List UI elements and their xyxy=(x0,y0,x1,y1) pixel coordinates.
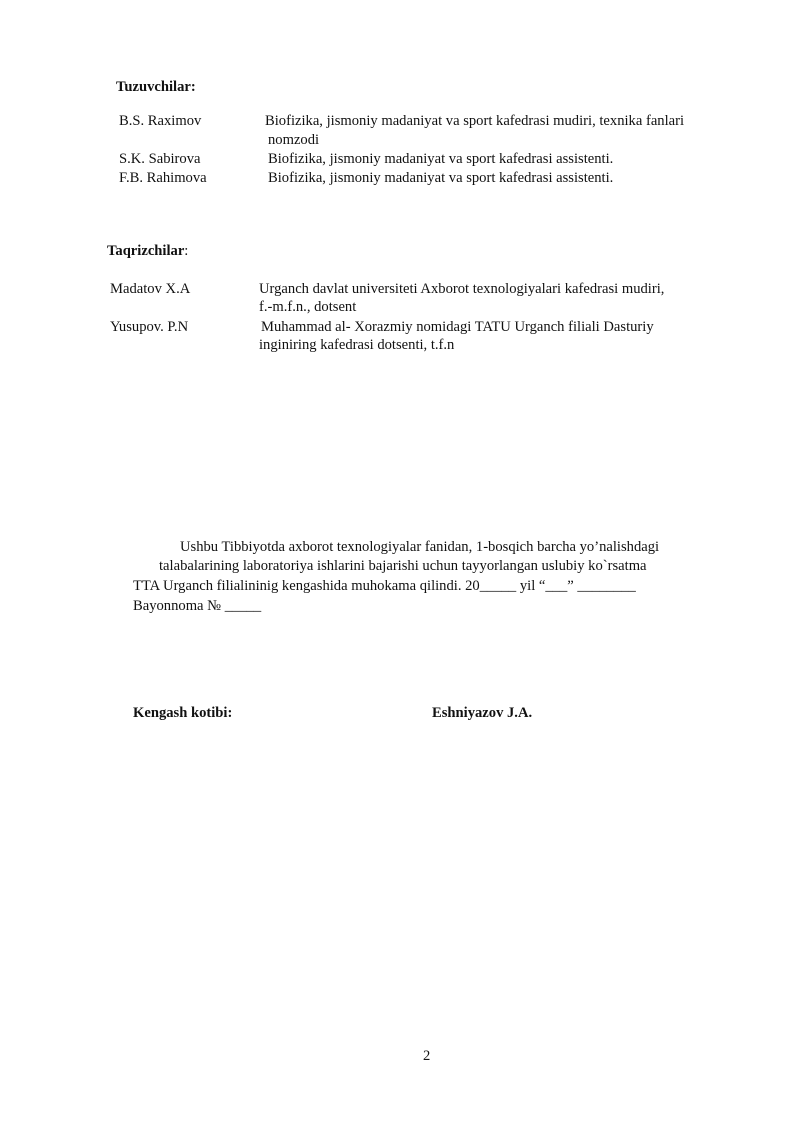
council-secretary-label: Kengash kotibi: xyxy=(133,705,233,721)
council-secretary-name: Eshniyazov J.A. xyxy=(432,705,533,721)
approval-line: Bayonnoma № _____ xyxy=(133,598,262,614)
approval-line: talabalarining laboratoriya ishlarini bajarishi uchun tayyorlangan uslubiy ko`rsatma xyxy=(159,558,647,574)
reviewer-description-cont: inginiring kafedrasi dotsenti, t.f.n xyxy=(259,337,455,353)
compilers-heading: Tuzuvchilar: xyxy=(116,79,196,95)
reviewer-description: Urganch davlat universiteti Axborot texnologiyalari kafedrasi mudiri, xyxy=(259,281,665,297)
reviewer-name: Yusupov. P.N xyxy=(110,319,189,335)
approval-line: Ushbu Tibbiyotda axborot texnologiyalar fanidan, 1-bosqich barcha yo’nalishdagi xyxy=(180,539,660,555)
reviewers-heading-wrap xyxy=(107,242,188,261)
compiler-name: F.B. Rahimova xyxy=(119,170,207,186)
reviewer-description-cont: f.-m.f.n., dotsent xyxy=(259,299,357,315)
reviewer-description: Muhammad al- Xorazmiy nomidagi TATU Urganch filiali Dasturiy xyxy=(261,319,654,335)
page-number: 2 xyxy=(423,1048,431,1064)
reviewers-heading: Taqrizchilar xyxy=(107,243,185,259)
compiler-description: Biofizika, jismoniy madaniyat va sport kafedrasi mudiri, texnika fanlari xyxy=(265,113,685,129)
compiler-description-cont: nomzodi xyxy=(268,132,320,148)
reviewers-heading-colon: : xyxy=(184,243,189,259)
compiler-name: S.K. Sabirova xyxy=(119,151,201,167)
compiler-description: Biofizika, jismoniy madaniyat va sport kafedrasi assistenti. xyxy=(268,170,614,186)
approval-line: TTA Urganch filialininig kengashida muhokama qilindi. 20_____ yil “___” ________ xyxy=(133,578,636,594)
compiler-description: Biofizika, jismoniy madaniyat va sport kafedrasi assistenti. xyxy=(268,151,614,167)
compiler-name: B.S. Raximov xyxy=(119,113,202,129)
reviewer-name: Madatov X.A xyxy=(110,281,191,297)
